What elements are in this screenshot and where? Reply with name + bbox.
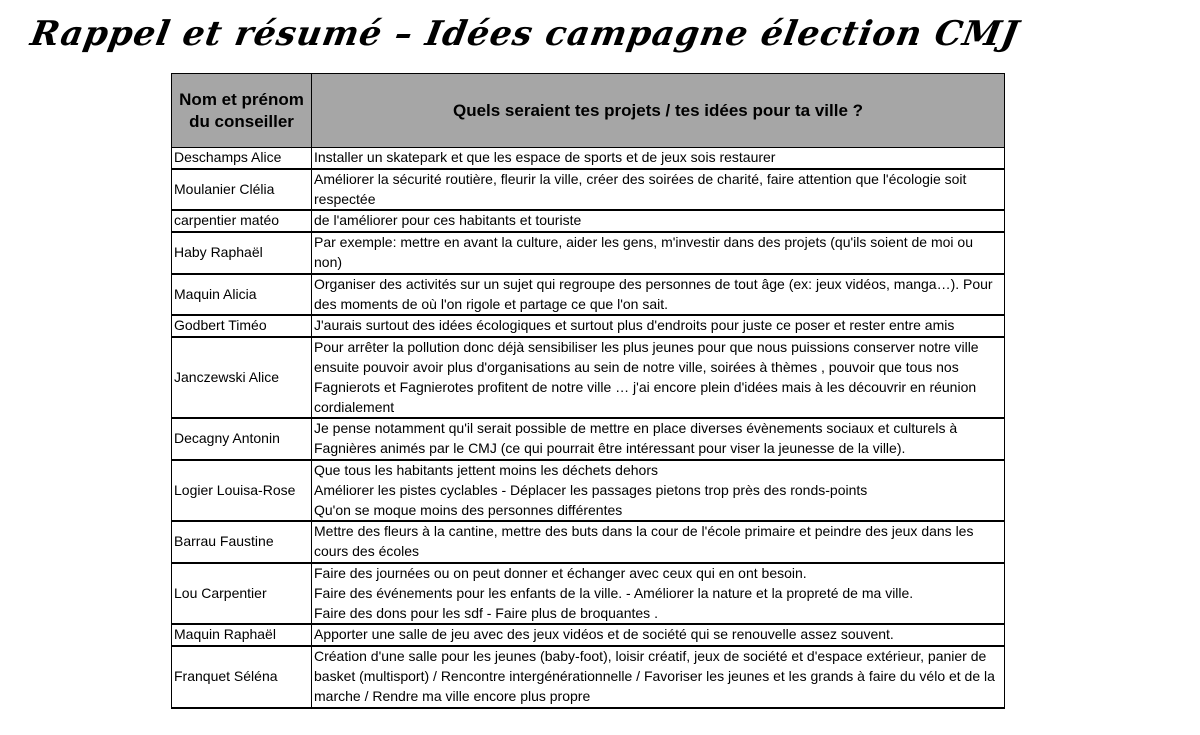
ideas-column-header: Quels seraient tes projets / tes idées pour ta ville ? — [312, 74, 1005, 148]
councillor-ideas — [312, 646, 1005, 707]
table-row — [172, 418, 1005, 460]
councillor-name: Decagny Antonin — [172, 418, 312, 460]
councillor-name: Godbert Timéo — [172, 315, 312, 337]
councillor-name: Deschamps Alice — [172, 148, 312, 169]
idea-line: Apporter une salle de jeu avec des jeux vidéos et de société qui se renouvelle assez souvent. — [314, 626, 894, 643]
table-row — [172, 148, 1005, 169]
councillor-ideas — [312, 315, 1005, 337]
councillor-ideas — [312, 563, 1005, 624]
idea-line: Installer un skatepark et que les espace de sports et de jeux sois restaurer — [314, 149, 776, 165]
page-title: Rappel et résumé – Idées campagne élection CMJ — [27, 14, 1023, 54]
idea-line: Faire des événements pour les enfants de la ville. - Améliorer la nature et la propreté de ma ville. — [314, 584, 914, 601]
councillor-ideas — [312, 274, 1005, 316]
idea-line: de l'améliorer pour ces habitants et touriste — [314, 212, 582, 229]
table-row — [172, 315, 1005, 337]
table-row — [172, 646, 1005, 707]
idea-line: Par exemple: mettre en avant la culture, aider les gens, m'investir dans des projets (qu'ils soient de moi ou non) — [314, 234, 974, 270]
councillor-name: Haby Raphaël — [172, 232, 312, 274]
idea-line: Que tous les habitants jettent moins les déchets dehors — [314, 461, 658, 478]
idea-line: Mettre des fleurs à la cantine, mettre des buts dans la cour de l'école primaire et peindre des jeux dans les cours des écoles — [314, 523, 974, 560]
table-header-row — [172, 74, 1005, 148]
idea-line: Faire des journées ou on peut donner et échanger avec ceux qui en ont besoin. — [314, 564, 807, 581]
idea-line: Je pense notamment qu'il serait possible de mettre en place diverses évènements sociaux et culturels à Fagnières animés par le CMJ (ce qui pourrait être intéressant pour viser la jeunesse de la ville). — [314, 420, 958, 457]
table-row — [172, 232, 1005, 274]
councillor-ideas — [312, 624, 1005, 646]
table-row — [172, 169, 1005, 211]
table-row — [172, 274, 1005, 316]
ideas-table — [171, 73, 1005, 709]
councillor-name: Barrau Faustine — [172, 521, 312, 563]
councillor-ideas — [312, 148, 1005, 169]
councillor-name: Maquin Raphaël — [172, 624, 312, 646]
councillor-name: Lou Carpentier — [172, 563, 312, 624]
table-row — [172, 521, 1005, 563]
councillor-ideas — [312, 418, 1005, 460]
councillor-ideas — [312, 337, 1005, 418]
councillor-name: Maquin Alicia — [172, 274, 312, 316]
table-row — [172, 624, 1005, 646]
councillor-ideas — [312, 460, 1005, 521]
councillor-ideas — [312, 232, 1005, 274]
table-row — [172, 337, 1005, 418]
councillor-name: Moulanier Clélia — [172, 169, 312, 211]
idea-line: Faire des dons pour les sdf - Faire plus de broquantes . — [314, 604, 658, 621]
table-row — [172, 460, 1005, 521]
idea-line: J'aurais surtout des idées écologiques et surtout plus d'endroits pour juste ce poser et rester entre amis — [314, 317, 955, 334]
table-row — [172, 210, 1005, 232]
idea-line: Pour arrêter la pollution donc déjà sensibiliser les plus jeunes pour que nous puissions conserver notre ville ensuite pouvoir avoir plus d'organisations au sein de notre ville, soirées à thèmes , pouvoir que tous nos Fagnierots et Fagnierotes profitent de notre ville … j'ai encore plein d'idées mais à les découvrir en réunion cordialement — [314, 339, 979, 415]
councillor-name: carpentier matéo — [172, 210, 312, 232]
idea-line: Création d'une salle pour les jeunes (baby-foot), loisir créatif, jeux de société et d'espace extérieur, panier de basket (multisport) / Rencontre intergénérationnelle / Favoriser les jeunes et les grands à faire du vélo et de la marche / Rendre ma ville encore plus propre — [314, 648, 995, 704]
councillor-ideas — [312, 521, 1005, 563]
idea-line: Améliorer la sécurité routière, fleurir la ville, créer des soirées de charité, faire attention que l'écologie soit respectée — [314, 170, 967, 207]
councillor-ideas — [312, 169, 1005, 211]
councillor-name: Franquet Séléna — [172, 646, 312, 707]
councillor-name: Logier Louisa-Rose — [172, 460, 312, 521]
table-row — [172, 563, 1005, 624]
idea-line: Améliorer les pistes cyclables - Déplacer les passages pietons trop près des ronds-points — [314, 481, 868, 498]
name-column-header: Nom et prénom du conseiller — [172, 74, 312, 148]
councillor-ideas — [312, 210, 1005, 232]
idea-line: Organiser des activités sur un sujet qui regroupe des personnes de tout âge (ex: jeux vidéos, manga…). Pour des moments de où l'on rigole et partage ce que l'on sait. — [314, 275, 993, 312]
idea-line: Qu'on se moque moins des personnes différentes — [314, 501, 623, 518]
councillor-name: Janczewski Alice — [172, 337, 312, 418]
